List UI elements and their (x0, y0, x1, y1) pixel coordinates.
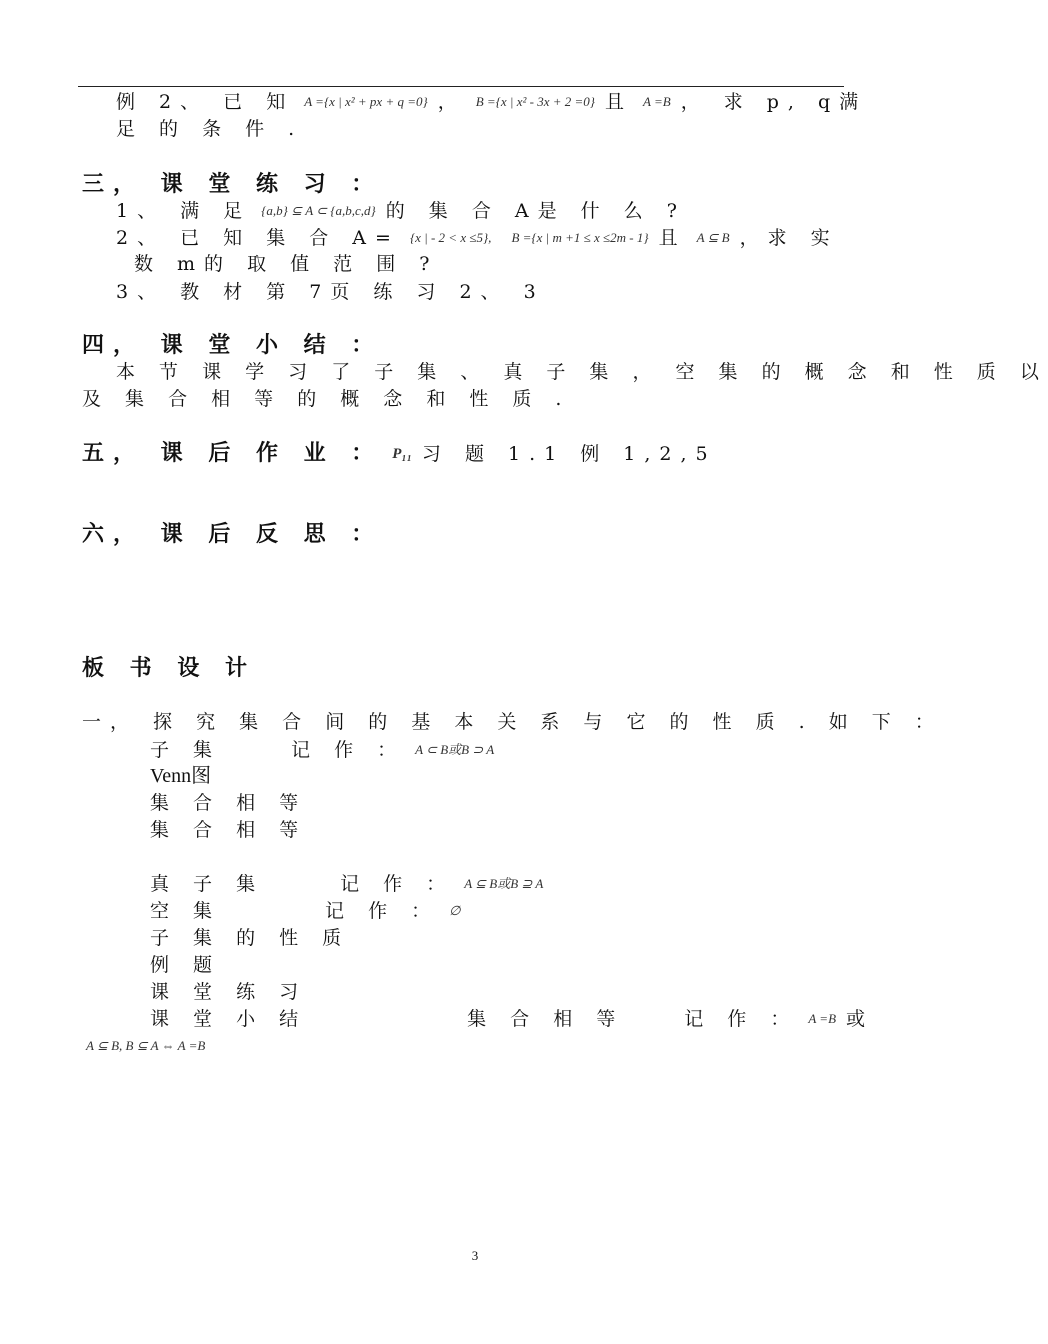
summary-row: 课 堂 小 结 集 合 相 等 记 作 ： A =B 或 (150, 1008, 875, 1030)
p11-label: P₁₁ (392, 446, 412, 462)
page-number: 3 (471, 1248, 479, 1263)
example2-line1: 例 2、 已 知 A ={x | x² + px + q =0} ， B ={x | x² - 3x + 2 =0} 且 A =B ， 求 p, q满 (116, 91, 868, 113)
equal-sets-1: 集 合 相 等 (150, 792, 308, 814)
section5-heading: 五， 课 后 作 业 ： P₁₁ 习 题 1.1 例 1,2,5 (82, 441, 717, 466)
subset-properties: 子 集 的 性 质 (150, 927, 351, 949)
practice-label: 课 堂 练 习 (150, 981, 308, 1003)
examples-label: 例 题 (150, 954, 222, 976)
equal-sets-2: 集 合 相 等 (150, 819, 308, 841)
summary-line2: 及 集 合 相 等 的 概 念 和 性 质 . (82, 388, 571, 410)
equality-definition: A ⊆ B, B ⊆ A ⇔ A =B (86, 1038, 206, 1053)
board-intro: 一， 探 究 集 合 间 的 基 本 关 系 与 它 的 性 质 . 如 下 ： (82, 711, 943, 733)
summary-line1: 本 节 课 学 习 了 子 集 、 真 子 集 ， 空 集 的 概 念 和 性 质 以 (116, 361, 1048, 383)
board-design-heading: 板 书 设 计 (82, 656, 256, 681)
section4-heading: 四， 课 堂 小 结 ： (82, 333, 383, 358)
subset-row: 子 集 记 作 ： A ⊂ B或B ⊃ A (150, 739, 495, 761)
section3-heading: 三， 课 堂 练 习 ： (82, 172, 383, 197)
header-rule (78, 86, 844, 87)
section6-heading: 六， 课 后 反 思 ： (82, 522, 383, 547)
exercise-3: 3、 教 材 第 7页 练 习 2、 3 (116, 281, 545, 303)
example2-line2: 足 的 条 件 . (116, 118, 304, 140)
exercise-2-line2: 数 m的 取 值 范 围 ? (134, 253, 439, 275)
venn-label: Venn图 (150, 765, 212, 787)
exercise-1: 1、 满 足 {a,b} ⊆ A ⊂ {a,b,c,d} 的 集 合 A是 什 么 ? (116, 200, 686, 222)
proper-subset-row: 真 子 集 记 作 ： A ⊆ B或B ⊇ A (150, 873, 544, 895)
empty-set-row: 空 集 记 作 ： ∅ (150, 900, 461, 922)
exercise-2-line1: 2、 已 知 集 合 A= {x | - 2 < x ≤5}, B ={x | m +1 ≤ x ≤2m - 1} 且 A ⊆ B ，求 实 (116, 227, 839, 249)
